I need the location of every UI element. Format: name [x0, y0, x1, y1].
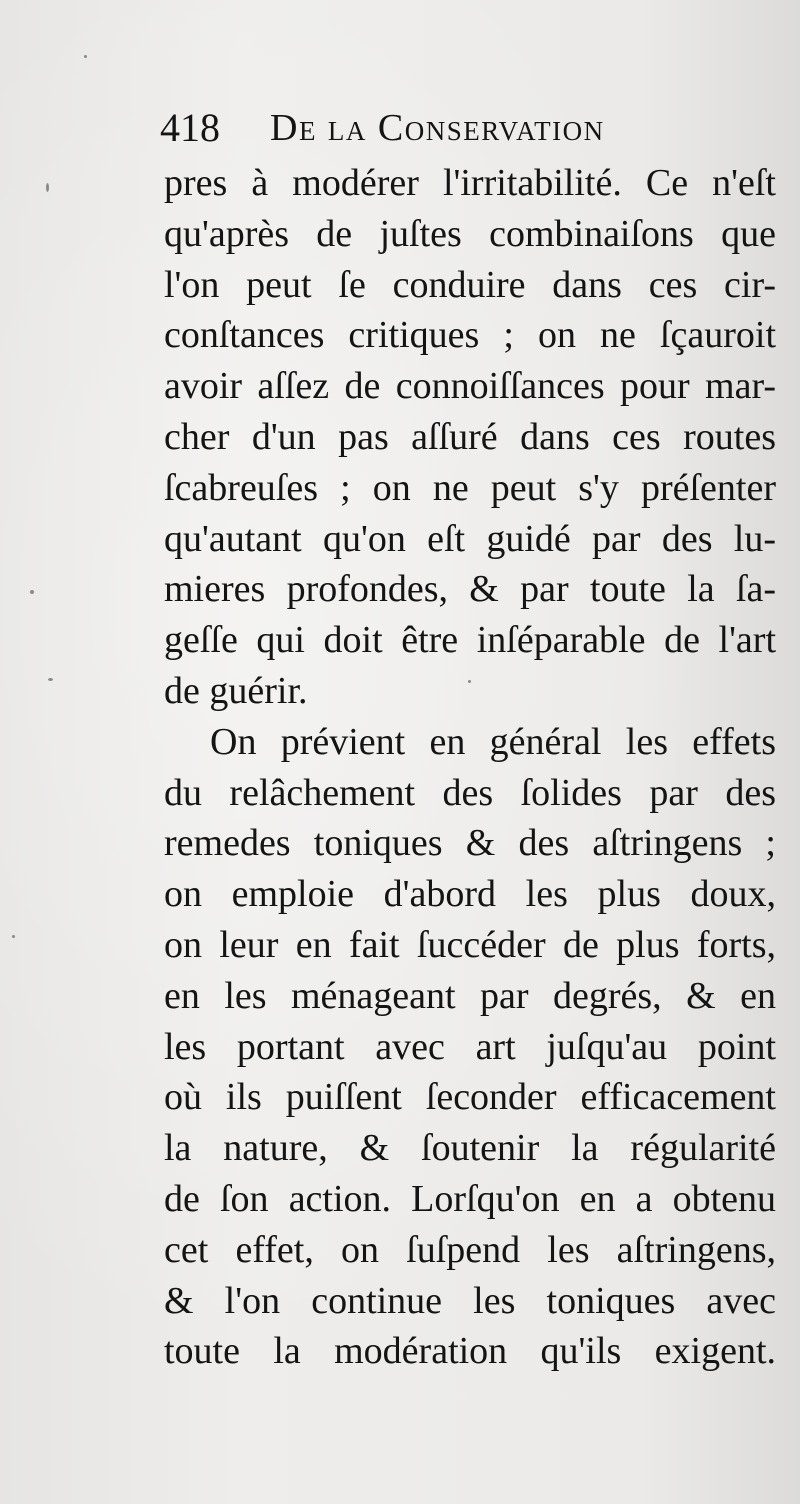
- running-head: De la Conservation: [270, 107, 605, 149]
- text-line: mieres profondes, & par toute la ſa-: [164, 568, 776, 611]
- text-line: on emploie d'abord les plus doux,: [164, 873, 776, 916]
- text-line: la nature, & ſoutenir la régularité: [164, 1127, 776, 1170]
- body-text: [164, 158, 776, 1377]
- text-line: qu'après de juſtes combinaiſons que: [164, 212, 776, 255]
- text-line: les portant avec art juſqu'au point: [164, 1025, 776, 1068]
- ink-speck: [46, 183, 49, 192]
- paragraph-1: [164, 158, 776, 717]
- page-number: 418: [160, 105, 220, 150]
- ink-speck: [30, 590, 34, 594]
- ink-speck: [48, 678, 53, 681]
- text-line: cher d'un pas aſſuré dans ces routes: [164, 415, 776, 458]
- text-line: geſſe qui doit être inſéparable de l'art: [164, 619, 776, 662]
- text-line: conſtances critiques ; on ne ſçauroit: [164, 314, 776, 357]
- text-line: ſcabreuſes ; on ne peut s'y préſenter: [164, 466, 776, 509]
- text-line: du relâchement des ſolides par des: [164, 771, 776, 814]
- text-line: On prévient en général les effets: [210, 720, 776, 763]
- text-line: pres à modérer l'irritabilité. Ce n'eſt: [164, 162, 776, 204]
- ink-speck: [12, 935, 15, 938]
- text-line: & l'on continue les toniques avec: [164, 1279, 776, 1322]
- text-line: en les ménageant par degrés, & en: [164, 974, 776, 1017]
- paragraph-2: [164, 717, 776, 1377]
- text-line: de guérir.: [164, 669, 308, 712]
- text-line: avoir aſſez de connoiſſances pour mar-: [164, 365, 776, 408]
- text-line: de ſon action. Lorſqu'on en a obtenu: [164, 1177, 776, 1220]
- text-line: qu'autant qu'on eſt guidé par des lu-: [164, 517, 776, 560]
- text-line: remedes toniques & des aſtringens ;: [164, 822, 776, 865]
- ink-speck: [84, 55, 87, 58]
- text-line: l'on peut ſe conduire dans ces cir-: [164, 263, 776, 306]
- text-line: on leur en fait ſuccéder de plus forts,: [164, 923, 776, 966]
- text-line: où ils puiſſent ſeconder efficacement: [164, 1076, 776, 1119]
- text-line: cet effet, on ſuſpend les aſtringens,: [164, 1228, 776, 1271]
- text-line: toute la modération qu'ils exigent.: [164, 1330, 776, 1373]
- page-header: [160, 100, 720, 156]
